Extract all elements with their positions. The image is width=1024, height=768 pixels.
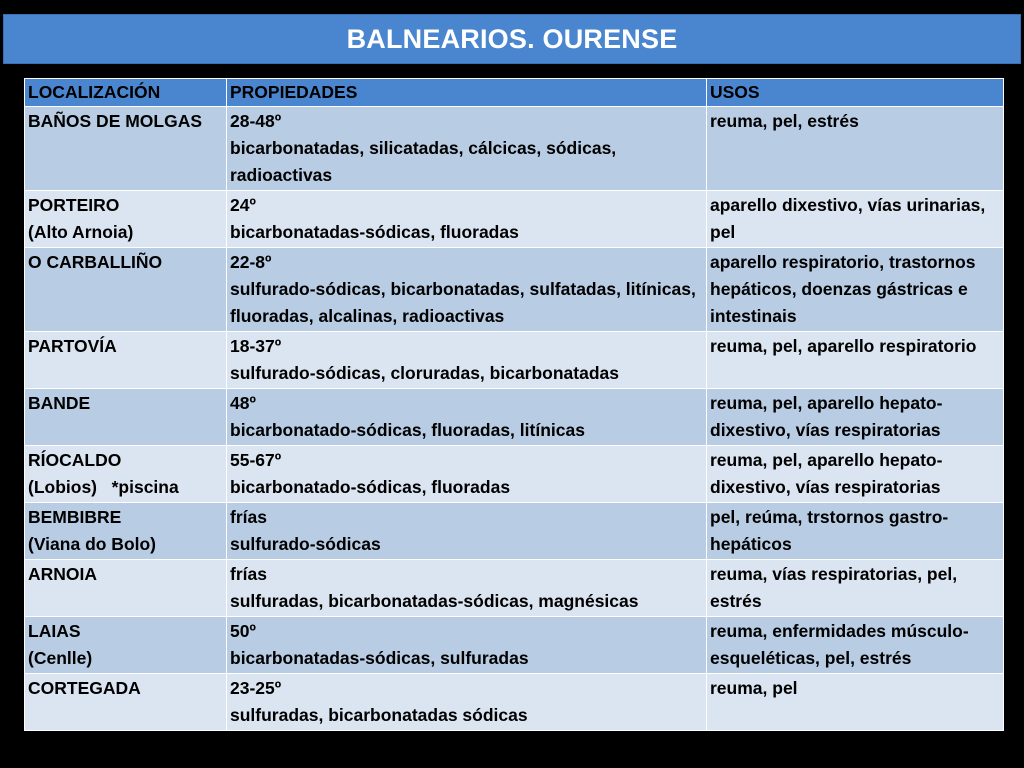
location-cell <box>25 617 227 674</box>
properties-cell <box>227 674 707 731</box>
location-cell <box>25 446 227 503</box>
location-cell <box>25 674 227 731</box>
properties-text: sulfurado-sódicas <box>230 534 381 554</box>
location-cell <box>25 248 227 332</box>
uses-cell: aparello respiratorio, trastornos hepáticos, doenzas gástricas e intestinais <box>707 248 1004 332</box>
properties-cell <box>227 389 707 446</box>
uses-cell: pel, reúma, trstornos gastro-hepáticos <box>707 503 1004 560</box>
slide-title-bar <box>3 14 1021 64</box>
properties-text: bicarbonatadas-sódicas, sulfuradas <box>230 648 529 668</box>
temperature: 50º <box>230 621 256 641</box>
properties-text: sulfurado-sódicas, cloruradas, bicarbonatadas <box>230 363 619 383</box>
uses-cell: reuma, enfermidades músculo-esqueléticas, pel, estrés <box>707 617 1004 674</box>
properties-text: sulfurado-sódicas, bicarbonatadas, sulfatadas, litínicas, fluoradas, alcalinas, radioactivas <box>230 279 696 326</box>
properties-cell <box>227 503 707 560</box>
table-row <box>25 191 1004 248</box>
temperature: 48º <box>230 393 256 413</box>
table-row <box>25 560 1004 617</box>
location-name: RÍOCALDO <box>28 450 122 470</box>
table-row <box>25 248 1004 332</box>
location-sub: (Lobios) *piscina <box>28 477 179 497</box>
uses-cell: reuma, pel, estrés <box>707 107 1004 191</box>
location-name: LAIAS <box>28 621 81 641</box>
properties-text: sulfuradas, bicarbonatadas sódicas <box>230 705 528 725</box>
properties-cell <box>227 446 707 503</box>
table-row <box>25 107 1004 191</box>
header-location: LOCALIZACIÓN <box>25 79 227 107</box>
location-cell <box>25 332 227 389</box>
slide-title: BALNEARIOS. OURENSE <box>346 23 678 54</box>
properties-cell <box>227 107 707 191</box>
table-row <box>25 332 1004 389</box>
table-row <box>25 446 1004 503</box>
table-row <box>25 389 1004 446</box>
properties-cell <box>227 332 707 389</box>
temperature: frías <box>230 564 267 584</box>
properties-text: bicarbonatadas, silicatadas, cálcicas, sódicas, radioactivas <box>230 138 617 185</box>
spa-table <box>24 78 1004 731</box>
table-row <box>25 674 1004 731</box>
uses-cell: reuma, pel, aparello respiratorio <box>707 332 1004 389</box>
location-name: BANDE <box>28 393 91 413</box>
location-name: BEMBIBRE <box>28 507 122 527</box>
temperature: 18-37º <box>230 336 282 356</box>
uses-cell: aparello dixestivo, vías urinarias, pel <box>707 191 1004 248</box>
location-name: PARTOVÍA <box>28 336 117 356</box>
header-uses: USOS <box>707 79 1004 107</box>
table-header-row <box>25 79 1004 107</box>
table-row <box>25 617 1004 674</box>
location-sub: (Cenlle) <box>28 648 93 668</box>
location-name: O CARBALLIÑO <box>28 252 163 272</box>
properties-cell <box>227 560 707 617</box>
uses-cell: reuma, pel, aparello hepato-dixestivo, vías respiratorias <box>707 446 1004 503</box>
uses-cell: reuma, vías respiratorias, pel, estrés <box>707 560 1004 617</box>
temperature: 23-25º <box>230 678 282 698</box>
header-properties: PROPIEDADES <box>227 79 707 107</box>
location-sub: (Viana do Bolo) <box>28 534 157 554</box>
properties-text: bicarbonatadas-sódicas, fluoradas <box>230 222 519 242</box>
temperature: 24º <box>230 195 256 215</box>
location-name: CORTEGADA <box>28 678 141 698</box>
properties-text: bicarbonatado-sódicas, fluoradas, litínicas <box>230 420 585 440</box>
properties-cell <box>227 191 707 248</box>
location-name: BAÑOS DE MOLGAS <box>28 111 203 131</box>
temperature: frías <box>230 507 267 527</box>
temperature: 55-67º <box>230 450 282 470</box>
location-name: ARNOIA <box>28 564 98 584</box>
location-cell <box>25 389 227 446</box>
properties-text: sulfuradas, bicarbonatadas-sódicas, magnésicas <box>230 591 639 611</box>
location-cell <box>25 560 227 617</box>
uses-cell: reuma, pel, aparello hepato-dixestivo, vías respiratorias <box>707 389 1004 446</box>
properties-cell <box>227 248 707 332</box>
properties-cell <box>227 617 707 674</box>
uses-cell: reuma, pel <box>707 674 1004 731</box>
table-row <box>25 503 1004 560</box>
temperature: 28-48º <box>230 111 282 131</box>
location-cell <box>25 503 227 560</box>
properties-text: bicarbonatado-sódicas, fluoradas <box>230 477 511 497</box>
location-sub: (Alto Arnoia) <box>28 222 134 242</box>
temperature: 22-8º <box>230 252 272 272</box>
location-name: PORTEIRO <box>28 195 120 215</box>
location-cell <box>25 191 227 248</box>
location-cell <box>25 107 227 191</box>
